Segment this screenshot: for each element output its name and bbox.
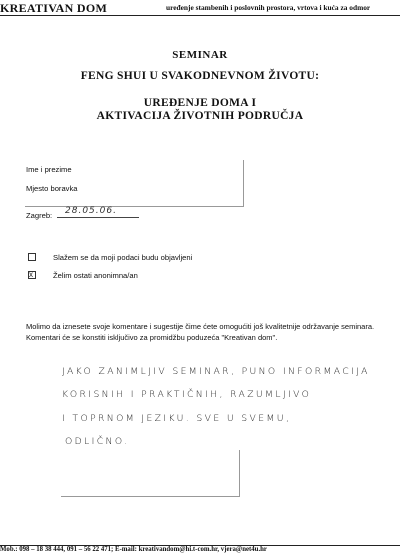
header-divider [0,15,400,16]
date-label: Zagreb: [26,211,53,220]
check-mark-icon: x [29,270,33,279]
seminar-topic-line-2: AKTIVACIJA ŽIVOTNIH PODRUČJA [96,110,304,122]
publish-consent-label: Slažem se da moji podaci budu objavljeni [53,253,193,262]
residence-label: Mjesto boravka [26,184,78,193]
publish-consent-checkbox[interactable] [28,253,36,261]
name-label: Ime i prezime [26,165,72,174]
anonymous-label: Želim ostati anonimna/an [53,271,138,280]
anonymous-checkbox[interactable] [28,271,36,279]
seminar-subject: FENG SHUI U SVAKODNEVNOM ŽIVOTU: [80,70,320,82]
seminar-heading: SEMINAR [172,49,228,61]
handwritten-comment-line: I TOPRNOM JEZIKU. SVE U SVEMU, [62,413,292,424]
handwritten-comment-line: ODLIČNO. [65,436,130,447]
date-field-line [57,217,139,218]
comments-instruction: Molimo da iznesete svoje komentare i sugestije čime ćete omogućiti još kvalitetnije održavanje seminara. Komentari će se konstiti isključivo za promidžbu poduzeća "Kreativan dom". [26,322,375,342]
company-tagline: uređenje stambenih i poslovnih prostora, vrtova i kuća za odmor [166,3,371,12]
handwritten-comment-line: KORISNIH I PRAKTIČNIH, RAZUMLJIVO [62,389,312,400]
date-field[interactable]: 28.05.06. [65,206,117,216]
handwritten-comment-line: JAKO ZANIMLJIV SEMINAR, PUNO INFORMACIJA [62,366,370,377]
brand-name: KREATIVAN DOM [0,1,108,15]
seminar-topic-line-1: UREĐENJE DOMA I [143,97,257,109]
comments-box [61,450,240,497]
footer-contact: Mob.: 098 – 18 38 444, 091 – 56 22 471; E-mail: kreativandom@hi.t-com.hr, vjera@net4u.hr [0,546,267,553]
